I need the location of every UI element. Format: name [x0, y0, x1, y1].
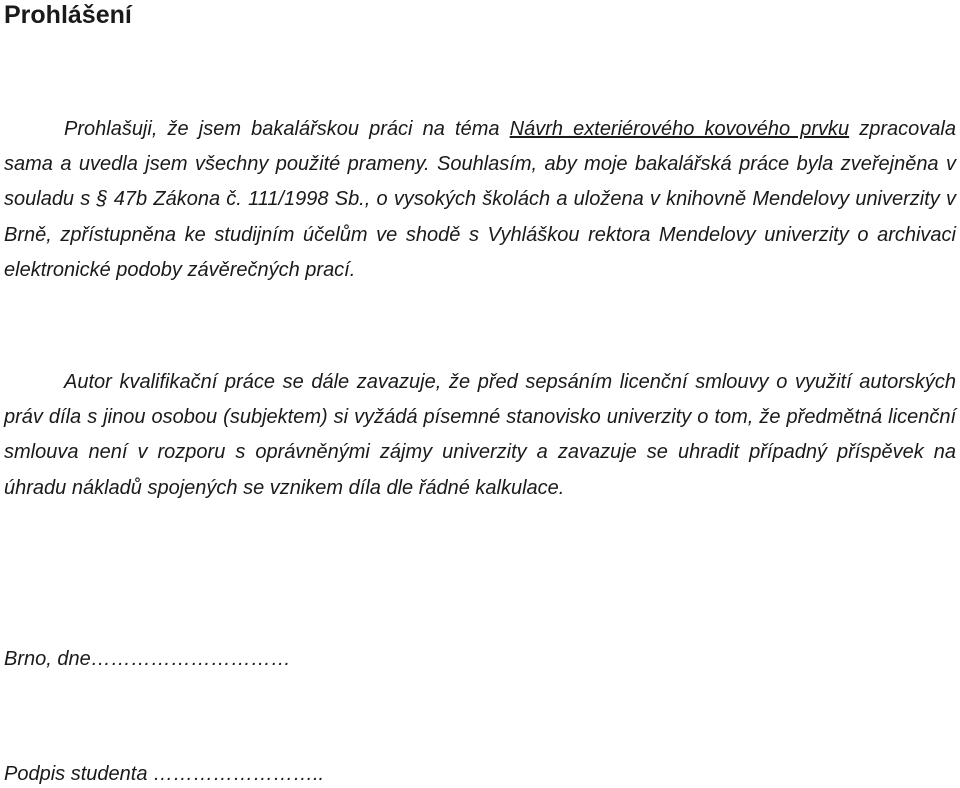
author-obligation-paragraph — [4, 365, 956, 506]
declaration-text-end: zpracovala sama a uvedla jsem všechny použité prameny. Souhlasím, aby moje bakalářská práce byla zveřejněna v souladu s § 47b Zákona č. 111/1998 Sb., o vysokých školách a uložena v knihovně Mendelovy univerzity v Brně, zpřístupněna ke studijním účelům ve shodě s Vyhláškou rektora Mendelovy univerzity o archivaci elektronické podoby závěrečných prací. — [4, 118, 956, 281]
declaration-text-start: Prohlašuji, že jsem bakalářskou práci na téma — [64, 118, 510, 140]
author-obligation-text: Autor kvalifikační práce se dále zavazuje, že před sepsáním licenční smlouvy o využití autorských práv díla s jinou osobou (subjektem) si vyžádá písemné stanovisko univerzity o tom, že předmětná licenční smlouva není v rozporu s oprávněnými zájmy univerzity a zavazuje se uhradit případný příspěvek na úhradu nákladů spojených se vznikem díla dle řádné kalkulace. — [4, 371, 956, 499]
signature-line: Podpis studenta …………………….. — [4, 763, 325, 785]
declaration-paragraph — [4, 112, 956, 288]
thesis-topic: Návrh exteriérového kovového prvku — [509, 118, 850, 140]
page-title: Prohlášení — [4, 1, 132, 29]
place-date-line: Brno, dne………………………… — [4, 648, 291, 670]
